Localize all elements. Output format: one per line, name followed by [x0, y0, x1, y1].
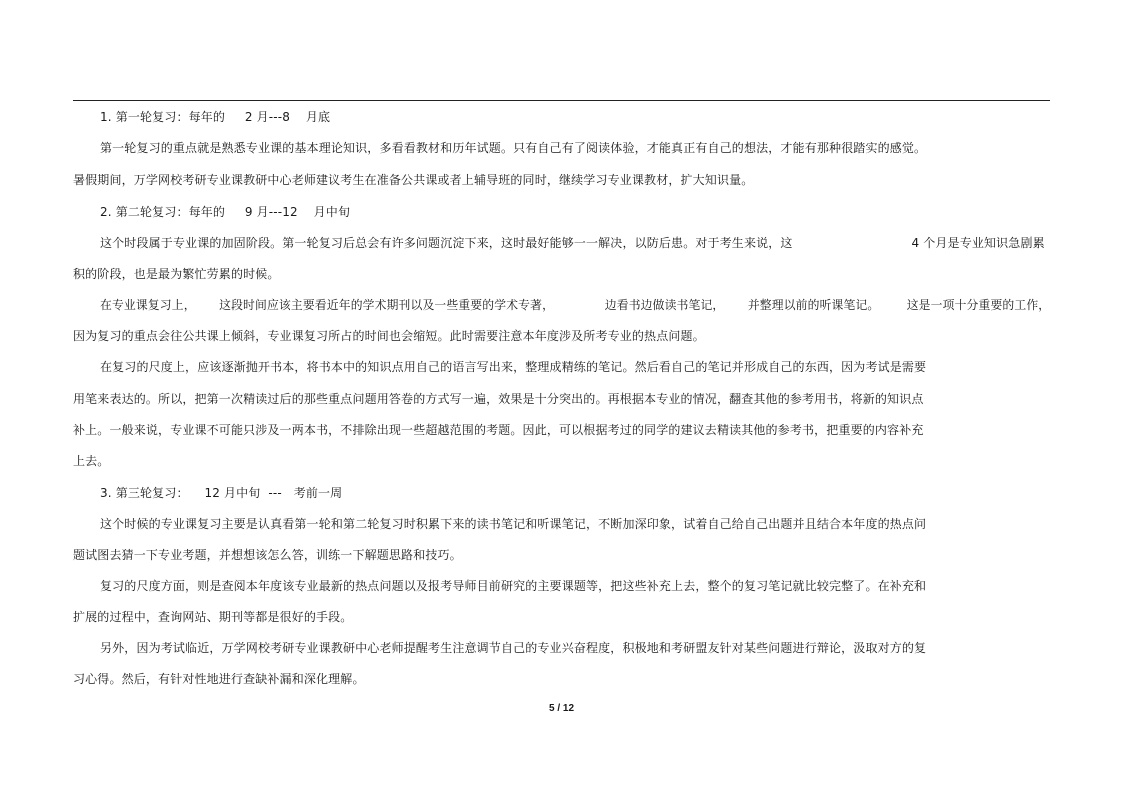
header-rule — [73, 100, 1050, 101]
paragraph-line: 这个时候的专业课复习主要是认真看第一轮和第二轮复习时积累下来的读书笔记和听课笔记，不断加深印象，试着自己给自己出题并且结合本年度的热点问 — [100, 517, 927, 531]
paragraph-line: 在复习的尺度上，应该逐渐抛开书本，将书本中的知识点用自己的语言写出来，整理成精练的笔记。然后看自己的笔记并形成自己的东西，因为考试是需要 — [100, 360, 927, 374]
paragraph-line: 第一轮复习的重点就是熟悉专业课的基本理论知识，多看看教材和历年试题。只有自己有了阅读体验，才能真正有自己的想法，才能有那种很踏实的感觉。 — [100, 141, 927, 155]
paragraph-line: 上去。 — [73, 454, 110, 468]
heading-round-3: 3. 第三轮复习： 12 月中旬 --- 考前一周 — [100, 486, 343, 500]
paragraph-line: 补上。一般来说，专业课不可能只涉及一两本书，不排除出现一些超越范围的考题。因此，可以根据考过的同学的建议去精读其他的参考书，把重要的内容补充 — [73, 423, 924, 437]
heading-round-2: 2. 第二轮复习：每年的 9 月---12 月中旬 — [100, 205, 351, 219]
paragraph-line: 在专业课复习上， 这段时间应该主要看近年的学术期刊以及一些重要的学术专著， 边看书边做读书笔记， 并整理以前的听课笔记。 这是一项十分重要的工作， — [100, 298, 1051, 312]
page-number: 5 / 12 — [548, 703, 575, 714]
paragraph-line: 这个时段属于专业课的加固阶段。第一轮复习后总会有许多问题沉淀下来，这时最好能够一一解决，以防后患。对于考生来说，这 4 个月是专业知识急剧累 — [100, 236, 1045, 250]
paragraph-line: 因为复习的重点会往公共课上倾斜，专业课复习所占的时间也会缩短。此时需要注意本年度涉及所考专业的热点问题。 — [73, 329, 705, 343]
paragraph-line: 题试图去猜一下专业考题，并想想该怎么答，训练一下解题思路和技巧。 — [73, 548, 462, 562]
paragraph-line: 另外，因为考试临近，万学网校考研专业课教研中心老师提醒考生注意调节自己的专业兴奋程度，积极地和考研盟友针对某些问题进行辩论，汲取对方的复 — [100, 641, 927, 655]
heading-round-1: 1. 第一轮复习：每年的 2 月---8 月底 — [100, 110, 331, 124]
paragraph-line: 扩展的过程中，查询网站、期刊等都是很好的手段。 — [73, 610, 353, 624]
paragraph-line: 复习的尺度方面，则是查阅本年度该专业最新的热点问题以及报考导师目前研究的主要课题等，把这些补充上去，整个的复习笔记就比较完整了。在补充和 — [100, 579, 927, 593]
paragraph-line: 用笔来表达的。所以，把第一次精读过后的那些重点问题用答卷的方式写一遍，效果是十分突出的。再根据本专业的情况，翻查其他的参考用书，将新的知识点 — [73, 392, 924, 406]
paragraph-line: 暑假期间，万学网校考研专业课教研中心老师建议考生在准备公共课或者上辅导班的同时，继续学习专业课教材，扩大知识量。 — [73, 173, 754, 187]
paragraph-line: 习心得。然后，有针对性地进行查缺补漏和深化理解。 — [73, 672, 365, 686]
paragraph-line: 积的阶段，也是最为繁忙劳累的时候。 — [73, 267, 280, 281]
